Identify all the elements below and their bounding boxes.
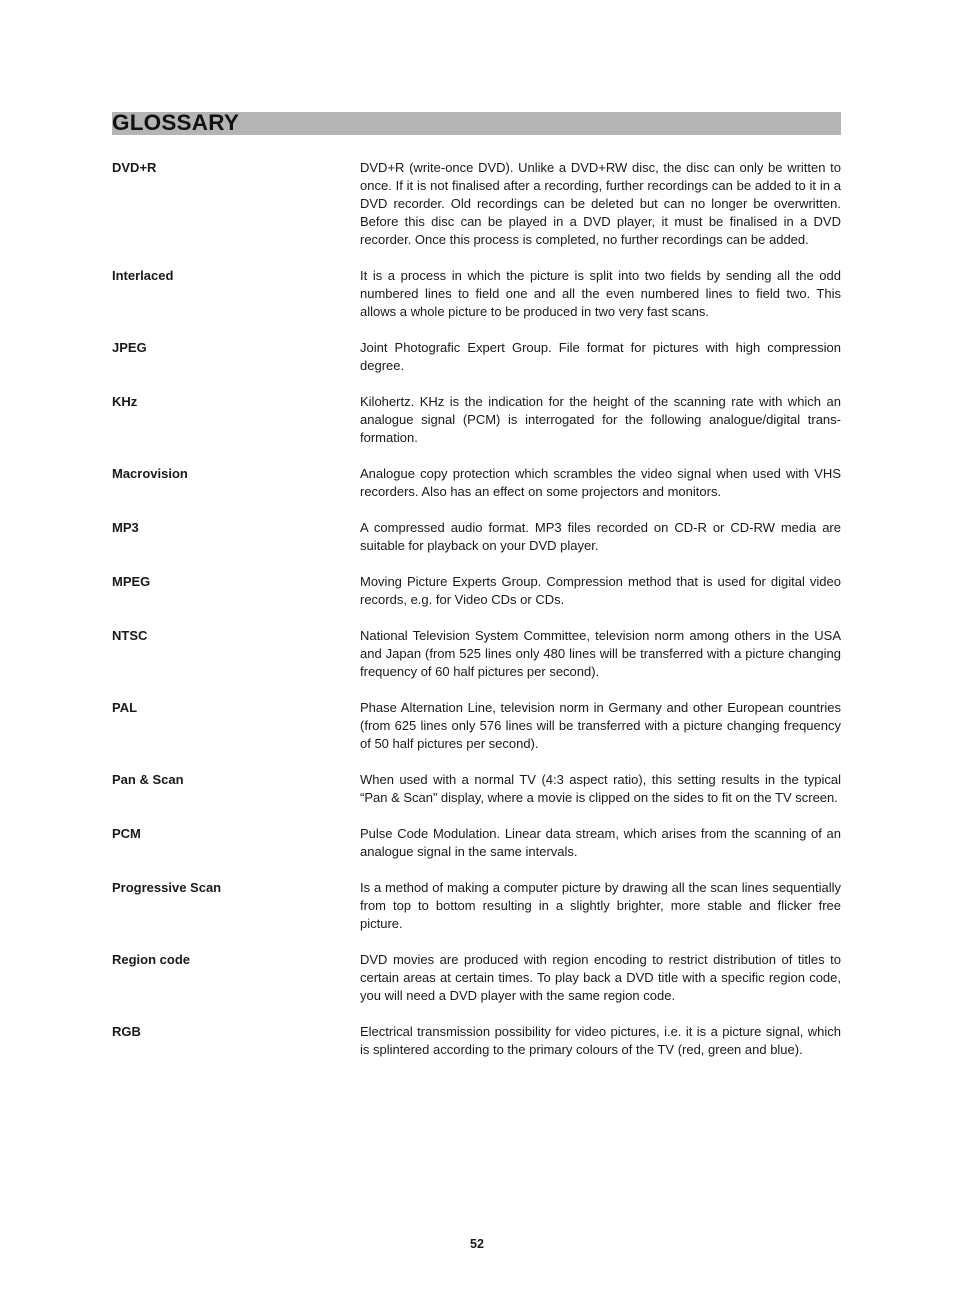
- glossary-definition: Electrical transmission possibility for video pictures, i.e. it is a picture signal, which is splintered according to the primary colours of the TV (red, green and blue).: [360, 1024, 841, 1057]
- glossary-term: Macrovision: [112, 466, 188, 481]
- glossary-term: PAL: [112, 700, 138, 715]
- glossary-term: Progressive Scan: [112, 880, 222, 895]
- glossary-term: RGB: [112, 1024, 141, 1039]
- glossary-entry-progressive-scan: [112, 879, 841, 933]
- glossary-entry-mpeg: [112, 573, 841, 609]
- glossary-definition: Pulse Code Modulation. Linear data stream, which arises from the scanning of an analogue signal in the same intervals.: [360, 826, 841, 859]
- glossary-definition: Moving Picture Experts Group. Compression method that is used for digital video records, e.g. for Video CDs or CDs.: [360, 574, 841, 607]
- glossary-definition: It is a process in which the picture is split into two fields by sending all the odd numbered lines to field one and all the even numbered lines to field two. This allows a whole picture to be produced in two very fast scans.: [360, 268, 841, 319]
- glossary-title-bar: [112, 112, 841, 135]
- glossary-term: PCM: [112, 826, 141, 841]
- glossary-definition: National Television System Committee, television norm among others in the USA and Japan (from 525 lines only 480 lines will be transferred with a picture changing frequency of 60 half pictures per second).: [360, 628, 841, 679]
- glossary-entry-khz: [112, 393, 841, 447]
- glossary-entry-interlaced: [112, 267, 841, 321]
- glossary-definition: A compressed audio format. MP3 files recorded on CD-R or CD-RW media are suitable for playback on your DVD player.: [360, 520, 841, 553]
- glossary-entry-macrovision: [112, 465, 841, 501]
- glossary-definition: Is a method of making a computer picture by drawing all the scan lines sequentially from top to bottom resulting in a slightly brighter, more stable and flicker free picture.: [360, 880, 841, 931]
- page-title: GLOSSARY: [112, 110, 240, 135]
- glossary-entry-region-code: [112, 951, 841, 1005]
- glossary-entry-jpeg: [112, 339, 841, 375]
- glossary-term: DVD+R: [112, 160, 157, 175]
- glossary-entry-ntsc: [112, 627, 841, 681]
- page-number: 52: [470, 1237, 484, 1251]
- glossary-definition: Phase Alternation Line, television norm in Germany and other European countries (from 625 lines only 576 lines will be transferred with a picture changing frequency of 50 half pictures per second).: [360, 700, 841, 751]
- glossary-term: MP3: [112, 520, 139, 535]
- glossary-entry-mp3: [112, 519, 841, 555]
- glossary-entry-dvd-r: [112, 159, 841, 249]
- glossary-term: KHz: [112, 394, 138, 409]
- glossary-entry-pan-scan: [112, 771, 841, 807]
- glossary-term: Region code: [112, 952, 191, 967]
- glossary-entry-pcm: [112, 825, 841, 861]
- glossary-definition: Analogue copy protection which scrambles the video signal when used with VHS recorders. Also has an effect on some projectors and monitors.: [360, 466, 841, 499]
- glossary-term: JPEG: [112, 340, 147, 355]
- glossary-definition: Joint Photografic Expert Group. File format for pictures with high compression degree.: [360, 340, 841, 373]
- glossary-term: Interlaced: [112, 268, 174, 283]
- glossary-definition: When used with a normal TV (4:3 aspect ratio), this setting results in the typical “Pan & Scan” display, where a movie is clipped on the sides to fit on the TV screen.: [360, 772, 841, 805]
- glossary-definition: Kilohertz. KHz is the indication for the height of the scanning rate with which an analogue signal (PCM) is interrogated for the following analogue/digital transformation.: [360, 394, 841, 445]
- glossary-entry-pal: [112, 699, 841, 753]
- glossary-term: Pan & Scan: [112, 772, 184, 787]
- glossary-term: MPEG: [112, 574, 151, 589]
- glossary-definition: DVD movies are produced with region encoding to restrict distribution of titles to certain areas at certain times. To play back a DVD title with a specific region code, you will need a DVD player with the same region code.: [360, 952, 841, 1003]
- glossary-term: NTSC: [112, 628, 148, 643]
- glossary-definition: DVD+R (write-once DVD). Unlike a DVD+RW disc, the disc can only be written to once. If it is not finalised after a recording, further recordings can be added to it in a DVD recorder. Old recordings can be deleted but can no longer be overwritten. Before this disc can be played in a DVD player, it must be finalised in a DVD recorder. Once this process is completed, no further recordings can be added.: [360, 160, 841, 247]
- glossary-entry-rgb: [112, 1023, 841, 1059]
- glossary-list: [112, 159, 841, 1077]
